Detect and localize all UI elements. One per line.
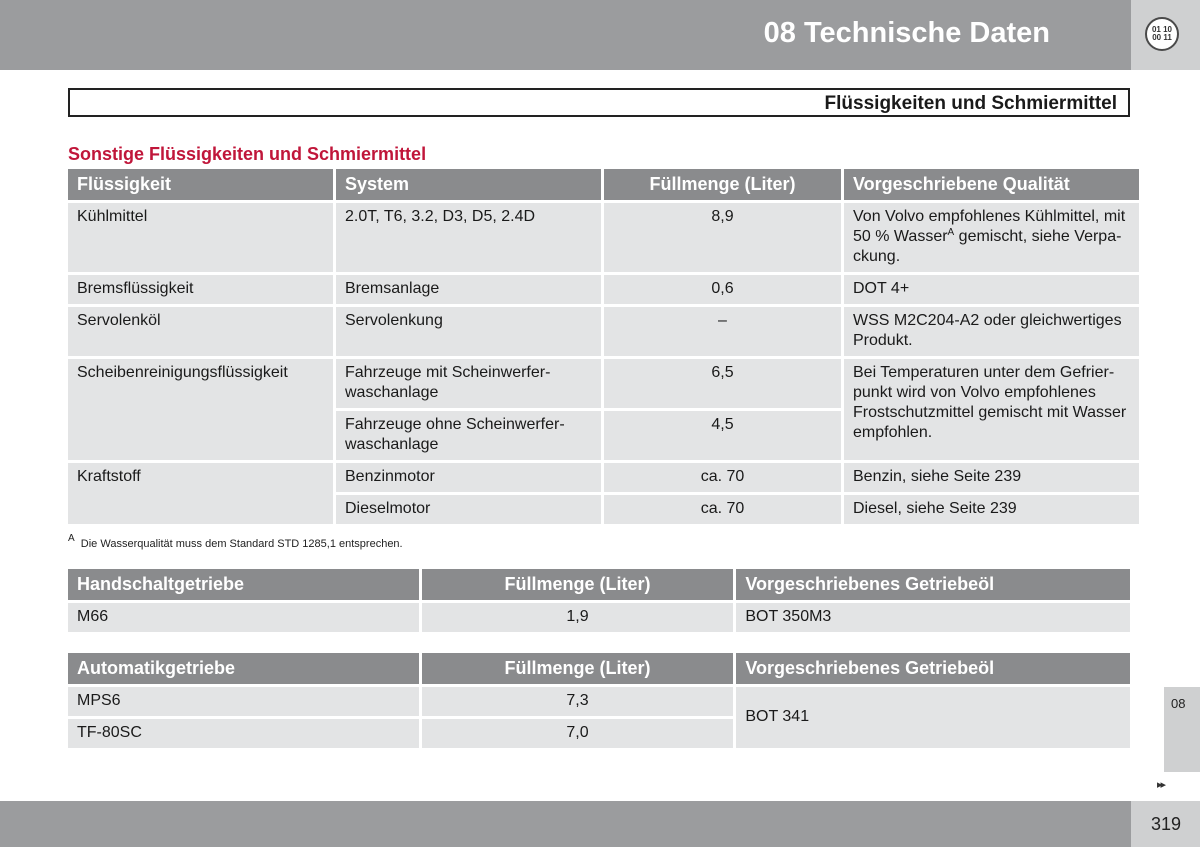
transmission-cell: MPS6 [68, 687, 419, 716]
column-header: Füllmenge (Liter) [422, 653, 734, 684]
footnote-marker: A [68, 533, 75, 544]
table-header-row [68, 569, 1130, 600]
system-cell: 2.0T, T6, 3.2, D3, D5, 2.4D [336, 203, 601, 272]
amount-cell: 6,5 [604, 359, 841, 408]
chapter-side-tab [1164, 687, 1200, 772]
badge-bottom-code: 00 11 [1152, 33, 1172, 42]
subheading: Sonstige Flüssigkeiten und Schmiermittel [68, 144, 427, 164]
table-row [68, 275, 1139, 304]
column-header: Vorgeschriebene Qualität [844, 169, 1139, 200]
column-header: Handschaltgetriebe [68, 569, 419, 600]
system-cell: Fahrzeuge ohne Scheinwerfer-waschanlage [336, 411, 601, 460]
column-header: Füllmenge (Liter) [604, 169, 841, 200]
footnote [68, 533, 403, 550]
quality-text: gemischt, siehe Verpa-ckung. [853, 228, 1122, 265]
amount-cell: ca. 70 [604, 495, 841, 524]
header-bar [0, 0, 1131, 70]
table-header-row [68, 653, 1130, 684]
fluid-cell: Kraftstoff [68, 463, 333, 524]
footnote-ref: A [947, 227, 955, 238]
amount-cell: 8,9 [604, 203, 841, 272]
automatic-transmission-table [65, 650, 1133, 751]
column-header: Vorgeschriebenes Getriebeöl [736, 653, 1130, 684]
amount-cell: 7,3 [422, 687, 734, 716]
table-row [68, 463, 1139, 492]
system-cell: Benzinmotor [336, 463, 601, 492]
header-tab [1131, 0, 1200, 70]
amount-cell: 1,9 [422, 603, 734, 632]
page-number: 319 [1150, 814, 1181, 834]
chapter-side-tab-label: 08 [1171, 696, 1186, 711]
column-header: System [336, 169, 601, 200]
quality-cell: Benzin, siehe Seite 239 [844, 463, 1139, 492]
manual-transmission-table [65, 566, 1133, 635]
next-page-arrows-icon: ▸▸ [1157, 779, 1165, 791]
table-header-row [68, 169, 1139, 200]
chapter-title: 08 Technische Daten [763, 17, 1050, 49]
badge-top-code: 01 10 [1151, 25, 1173, 34]
column-header: Füllmenge (Liter) [422, 569, 734, 600]
system-cell: Servolenkung [336, 307, 601, 356]
column-header: Automatikgetriebe [68, 653, 419, 684]
fluid-cell: Kühlmittel [68, 203, 333, 272]
quality-cell: DOT 4+ [844, 275, 1139, 304]
amount-cell: ca. 70 [604, 463, 841, 492]
oil-cell: BOT 341 [736, 687, 1130, 748]
column-header: Vorgeschriebenes Getriebeöl [736, 569, 1130, 600]
table-row [68, 687, 1130, 716]
section-code-badge-icon [1145, 17, 1179, 51]
table-row [68, 307, 1139, 356]
table-row [68, 359, 1139, 408]
footer-bar [0, 801, 1131, 847]
section-title: Flüssigkeiten und Schmiermittel [824, 93, 1117, 114]
fluid-cell: Scheibenreinigungsflüssigkeit [68, 359, 333, 460]
transmission-cell: TF-80SC [68, 719, 419, 748]
fluid-cell: Bremsflüssigkeit [68, 275, 333, 304]
system-cell: Bremsanlage [336, 275, 601, 304]
column-header: Flüssigkeit [68, 169, 333, 200]
amount-cell: 7,0 [422, 719, 734, 748]
quality-cell [844, 203, 1139, 272]
system-cell: Dieselmotor [336, 495, 601, 524]
quality-text: Von Volvo empfohlenes Kühlmittel, mit 50 % Wasser [853, 208, 1126, 245]
oil-cell: BOT 350M3 [736, 603, 1130, 632]
footnote-text: Die Wasserqualität muss dem Standard STD 1285,1 entsprechen. [80, 538, 403, 550]
table-row [68, 603, 1130, 632]
quality-cell: WSS M2C204-A2 oder gleichwertiges Produkt. [844, 307, 1139, 356]
fluids-table [65, 166, 1142, 527]
amount-cell: – [604, 307, 841, 356]
system-cell: Fahrzeuge mit Scheinwerfer-waschanlage [336, 359, 601, 408]
footer-tab [1131, 801, 1200, 847]
amount-cell: 0,6 [604, 275, 841, 304]
quality-cell: Bei Temperaturen unter dem Gefrier-punkt wird von Volvo empfohlenes Frostschutzmittel gemischt mit Wasser empfohlen. [844, 359, 1139, 460]
section-title-box [68, 88, 1130, 117]
fluid-cell: Servolenköl [68, 307, 333, 356]
table-row [68, 203, 1139, 272]
quality-cell: Diesel, siehe Seite 239 [844, 495, 1139, 524]
amount-cell: 4,5 [604, 411, 841, 460]
transmission-cell: M66 [68, 603, 419, 632]
